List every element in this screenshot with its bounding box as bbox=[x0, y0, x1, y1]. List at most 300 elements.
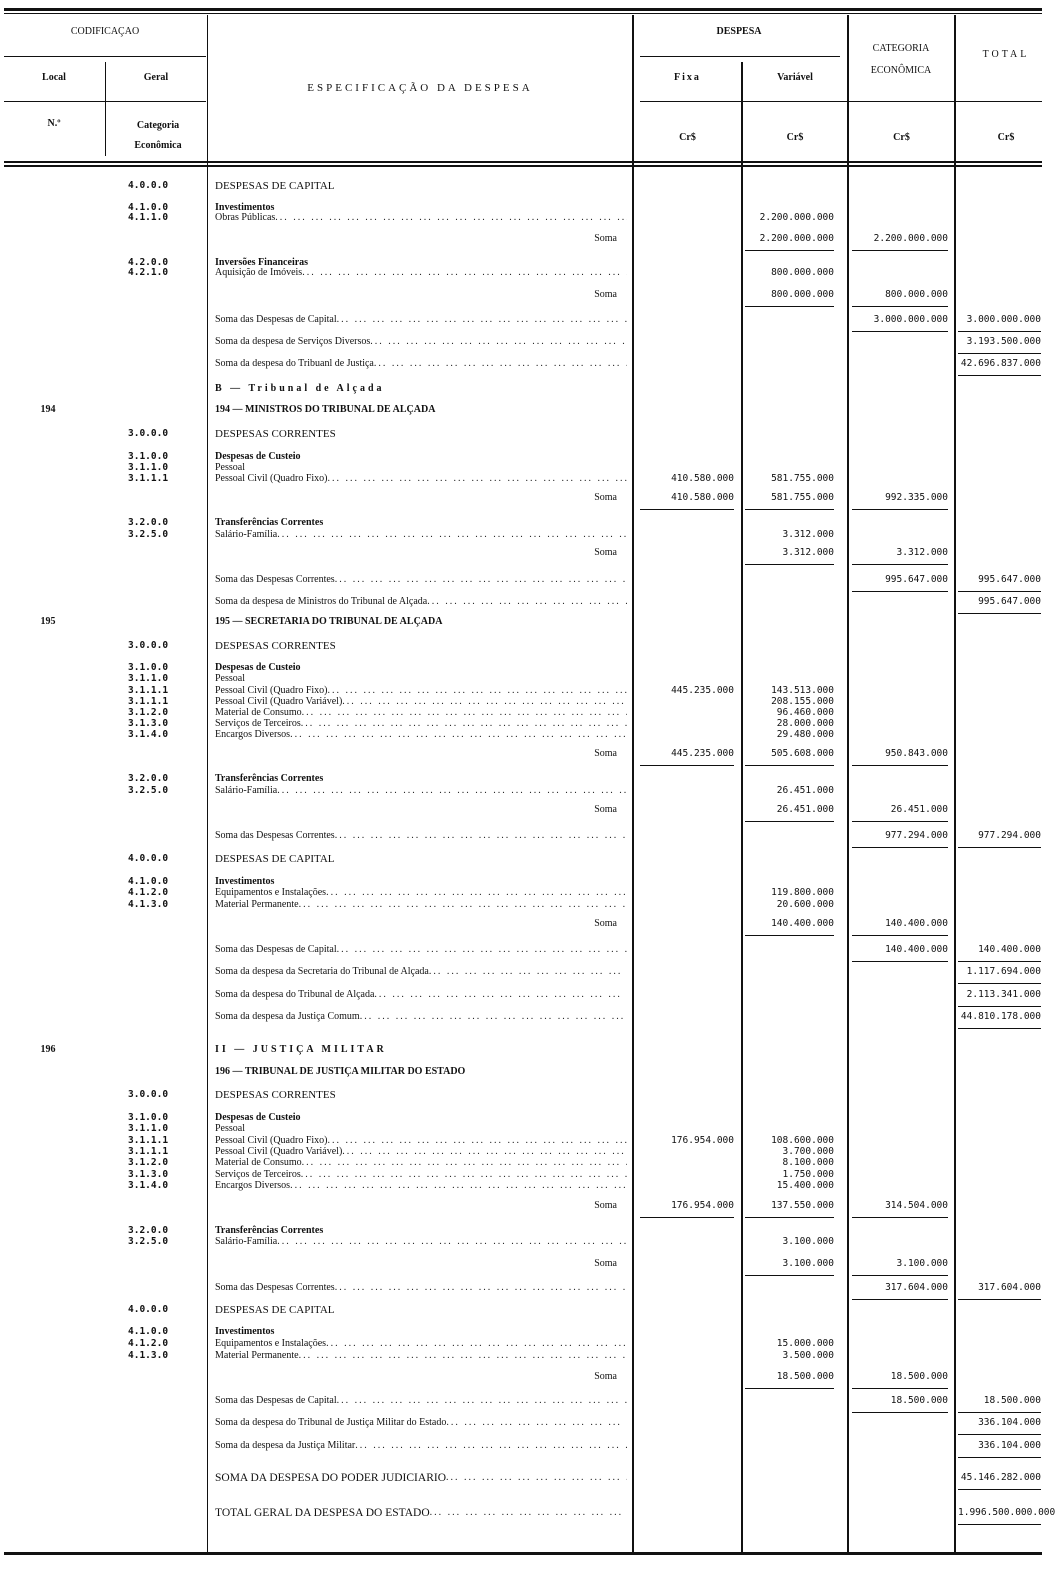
categoria-value: 3.312.000 bbox=[852, 547, 948, 565]
specification-text: Pessoal Civil (Quadro Variável) bbox=[215, 696, 343, 707]
economic-category-code: 3.1.0.0 bbox=[128, 1112, 169, 1123]
expense-specification bbox=[215, 1044, 627, 1056]
specification-text: Soma bbox=[594, 748, 617, 759]
table-row bbox=[0, 853, 1060, 865]
categoria-value: 977.294.000 bbox=[852, 830, 948, 848]
expense-specification bbox=[215, 267, 627, 279]
expense-specification bbox=[215, 1200, 627, 1212]
expense-specification bbox=[215, 1350, 627, 1362]
expense-specification bbox=[215, 1066, 627, 1078]
variavel-value: 15.000.000 bbox=[776, 1338, 834, 1349]
economic-category-code: 3.1.1.0 bbox=[128, 462, 169, 473]
economic-category-code: 3.2.5.0 bbox=[128, 785, 169, 796]
specification-text: Soma das Despesas de Capital bbox=[215, 944, 337, 955]
dot-leader bbox=[290, 1180, 627, 1192]
dot-leader bbox=[302, 267, 627, 279]
total-value: 2.113.341.000 bbox=[958, 989, 1041, 1007]
table-row bbox=[0, 358, 1060, 370]
expense-specification bbox=[215, 673, 627, 685]
economic-category-code: 3.2.0.0 bbox=[128, 773, 169, 784]
fixa-value: 445.235.000 bbox=[640, 748, 734, 766]
economic-category-code: 3.1.1.1 bbox=[128, 1135, 169, 1146]
specification-text: TOTAL GERAL DA DESPESA DO ESTADO bbox=[215, 1507, 430, 1519]
total-value: 336.104.000 bbox=[958, 1440, 1041, 1458]
table-row bbox=[0, 180, 1060, 192]
expense-specification bbox=[215, 428, 627, 440]
table-row bbox=[0, 1417, 1060, 1429]
specification-text: Investimentos bbox=[215, 202, 275, 213]
soma-row bbox=[0, 1371, 1060, 1383]
specification-text: Aquisição de Imóveis bbox=[215, 267, 303, 278]
table-row bbox=[0, 773, 1060, 785]
total-value: 977.294.000 bbox=[958, 830, 1041, 848]
economic-category-code: 4.0.0.0 bbox=[128, 853, 169, 864]
specification-text: Equipamentos e Instalações bbox=[215, 887, 327, 898]
soma-row bbox=[0, 748, 1060, 760]
expense-specification bbox=[215, 1123, 627, 1135]
header-bottom-rule bbox=[4, 161, 1042, 163]
soma-row bbox=[0, 547, 1060, 559]
economic-category-code: 4.0.0.0 bbox=[128, 1304, 169, 1315]
table-row bbox=[0, 966, 1060, 978]
economic-category-code: 3.2.0.0 bbox=[128, 1225, 169, 1236]
specification-text: Encargos Diversos bbox=[215, 729, 291, 740]
economic-category-code: 3.0.0.0 bbox=[128, 640, 169, 651]
variavel-value: 26.451.000 bbox=[745, 804, 834, 822]
dot-leader bbox=[302, 1157, 627, 1169]
header-currency-total: Cr$ bbox=[997, 132, 1015, 143]
specification-text: Equipamentos e Instalações bbox=[215, 1338, 327, 1349]
economic-category-code: 3.0.0.0 bbox=[128, 1089, 169, 1100]
total-value: 3.193.500.000 bbox=[958, 336, 1041, 354]
categoria-value: 317.604.000 bbox=[852, 1282, 948, 1300]
expense-specification bbox=[215, 1157, 627, 1169]
expense-specification bbox=[215, 1440, 627, 1452]
categoria-value: 3.000.000.000 bbox=[852, 314, 948, 332]
header-categoria-economica: CATEGORIA ECONÔMICA bbox=[870, 43, 932, 76]
dot-leader bbox=[290, 729, 627, 741]
specification-text: 195 — SECRETARIA DO TRIBUNAL DE ALÇADA bbox=[215, 616, 443, 627]
expense-specification bbox=[215, 383, 627, 395]
table-row bbox=[0, 1066, 1060, 1078]
variavel-value: 8.100.000 bbox=[782, 1157, 834, 1168]
soma-row bbox=[0, 804, 1060, 816]
dot-leader bbox=[335, 1282, 627, 1294]
specification-text: Soma bbox=[594, 289, 617, 300]
economic-category-code: 3.1.4.0 bbox=[128, 729, 169, 740]
specification-text: II — JUSTIÇA MILITAR bbox=[215, 1044, 387, 1055]
specification-text: DESPESAS CORRENTES bbox=[215, 1089, 336, 1101]
variavel-value: 3.500.000 bbox=[782, 1350, 834, 1361]
expense-specification bbox=[215, 944, 627, 956]
fixa-value: 445.235.000 bbox=[671, 685, 734, 696]
categoria-value: 950.843.000 bbox=[852, 748, 948, 766]
specification-text: Soma bbox=[594, 233, 617, 244]
variavel-value: 108.600.000 bbox=[771, 1135, 834, 1146]
dot-leader bbox=[446, 1472, 627, 1484]
dot-leader bbox=[360, 1011, 627, 1023]
table-row bbox=[0, 887, 1060, 899]
economic-category-code: 3.2.0.0 bbox=[128, 517, 169, 528]
specification-text: DESPESAS DE CAPITAL bbox=[215, 180, 335, 192]
expense-specification bbox=[215, 1089, 627, 1101]
table-row bbox=[0, 1507, 1060, 1519]
specification-text: Soma bbox=[594, 1371, 617, 1382]
total-value: 18.500.000 bbox=[958, 1395, 1041, 1413]
specification-text: Despesas de Custeio bbox=[215, 451, 301, 462]
dot-leader bbox=[277, 529, 627, 541]
specification-text: Soma bbox=[594, 1258, 617, 1269]
table-row bbox=[0, 1395, 1060, 1407]
specification-text: SOMA DA DESPESA DO PODER JUDICIARIO bbox=[215, 1472, 446, 1484]
economic-category-code: 3.1.0.0 bbox=[128, 451, 169, 462]
expense-specification bbox=[215, 358, 627, 370]
specification-text: Serviços de Terceiros bbox=[215, 1169, 301, 1180]
variavel-value: 1.750.000 bbox=[782, 1169, 834, 1180]
table-row bbox=[0, 673, 1060, 685]
specification-text: Despesas de Custeio bbox=[215, 1112, 301, 1123]
specification-text: Soma bbox=[594, 918, 617, 929]
dot-leader bbox=[299, 1350, 627, 1362]
total-value: 1.996.500.000.000 bbox=[958, 1507, 1041, 1525]
dot-leader bbox=[337, 944, 627, 956]
categoria-value: 992.335.000 bbox=[852, 492, 948, 510]
expense-specification bbox=[215, 596, 627, 608]
economic-category-code: 3.1.1.0 bbox=[128, 673, 169, 684]
fixa-value: 176.954.000 bbox=[671, 1135, 734, 1146]
economic-category-code: 4.1.0.0 bbox=[128, 876, 169, 887]
economic-category-code: 3.1.1.1 bbox=[128, 696, 169, 707]
variavel-value: 140.400.000 bbox=[745, 918, 834, 936]
table-row bbox=[0, 1157, 1060, 1169]
expense-specification bbox=[215, 1236, 627, 1248]
specification-text: Inversões Financeiras bbox=[215, 257, 309, 268]
categoria-value: 3.100.000 bbox=[852, 1258, 948, 1276]
specification-text: Serviços de Terceiros bbox=[215, 718, 301, 729]
fixa-value: 410.580.000 bbox=[671, 473, 734, 484]
header-bottom-rule-2 bbox=[4, 165, 1042, 167]
specification-text: Soma bbox=[594, 804, 617, 815]
table-row bbox=[0, 729, 1060, 741]
specification-text: Pessoal bbox=[215, 462, 245, 473]
header-codificacao: CODIFICAÇAO bbox=[70, 26, 140, 37]
variavel-value: 208.155.000 bbox=[771, 696, 834, 707]
variavel-value: 18.500.000 bbox=[745, 1371, 834, 1389]
expense-specification bbox=[215, 529, 627, 541]
specification-text: DESPESAS CORRENTES bbox=[215, 640, 336, 652]
table-row bbox=[0, 529, 1060, 541]
dot-leader bbox=[277, 785, 627, 797]
expense-specification bbox=[215, 804, 627, 816]
variavel-value: 15.400.000 bbox=[776, 1180, 834, 1191]
specification-text: Salário-Família bbox=[215, 1236, 278, 1247]
expense-specification bbox=[215, 1395, 627, 1407]
economic-category-code: 4.1.0.0 bbox=[128, 1326, 169, 1337]
table-row bbox=[0, 314, 1060, 326]
top-rule-thin bbox=[4, 13, 1042, 14]
header-local: Local bbox=[42, 72, 66, 83]
expense-specification bbox=[215, 1338, 627, 1350]
categoria-value: 18.500.000 bbox=[852, 1395, 948, 1413]
expense-specification bbox=[215, 492, 627, 504]
variavel-value: 26.451.000 bbox=[776, 785, 834, 796]
expense-specification bbox=[215, 887, 627, 899]
specification-text: Pessoal Civil (Quadro Variável) bbox=[215, 1146, 343, 1157]
variavel-value: 3.312.000 bbox=[782, 529, 834, 540]
total-value: 42.696.837.000 bbox=[958, 358, 1041, 376]
economic-category-code: 3.1.1.1 bbox=[128, 473, 169, 484]
subheader-rule bbox=[640, 101, 1042, 102]
categoria-value: 314.504.000 bbox=[852, 1200, 948, 1218]
specification-text: Material de Consumo bbox=[215, 1157, 302, 1168]
header-variavel: Variável bbox=[777, 72, 813, 83]
expense-specification bbox=[215, 180, 627, 192]
expense-specification bbox=[215, 233, 627, 245]
dot-leader bbox=[335, 830, 627, 842]
specification-text: Despesas de Custeio bbox=[215, 662, 301, 673]
categoria-value: 26.451.000 bbox=[852, 804, 948, 822]
specification-text: Material Permanente bbox=[215, 899, 299, 910]
table-row bbox=[0, 1350, 1060, 1362]
specification-text: Soma da despesa da Justiça Comum bbox=[215, 1011, 360, 1022]
total-value: 3.000.000.000 bbox=[958, 314, 1041, 332]
table-row bbox=[0, 830, 1060, 842]
specification-text: Salário-Família bbox=[215, 529, 278, 540]
categoria-value: 18.500.000 bbox=[852, 1371, 948, 1389]
local-number: 194 bbox=[40, 404, 56, 415]
table-row bbox=[0, 1180, 1060, 1192]
economic-category-code: 3.0.0.0 bbox=[128, 428, 169, 439]
header-total: TOTAL bbox=[982, 49, 1030, 60]
economic-category-code: 4.1.2.0 bbox=[128, 887, 169, 898]
table-row bbox=[0, 1044, 1060, 1056]
specification-text: Soma da despesa da Justiça Militar bbox=[215, 1440, 356, 1451]
variavel-value: 2.200.000.000 bbox=[745, 233, 834, 251]
variavel-value: 505.608.000 bbox=[745, 748, 834, 766]
soma-row bbox=[0, 233, 1060, 245]
dot-leader bbox=[446, 1417, 627, 1429]
expense-specification bbox=[215, 289, 627, 301]
header-geral: Geral bbox=[143, 72, 169, 83]
table-row bbox=[0, 640, 1060, 652]
expense-specification bbox=[215, 547, 627, 559]
dot-leader bbox=[430, 1507, 627, 1519]
dot-leader bbox=[337, 1395, 627, 1407]
specification-text: Material Permanente bbox=[215, 1350, 299, 1361]
expense-specification bbox=[215, 748, 627, 760]
specification-text: B — Tribunal de Alçada bbox=[215, 383, 385, 394]
dot-leader bbox=[429, 966, 627, 978]
expense-specification bbox=[215, 1472, 627, 1484]
total-value: 336.104.000 bbox=[958, 1417, 1041, 1435]
expense-specification bbox=[215, 473, 627, 485]
specification-text: Soma da despesa do Tribunal de Alçada bbox=[215, 989, 375, 1000]
expense-specification bbox=[215, 336, 627, 348]
expense-specification bbox=[215, 785, 627, 797]
variavel-value: 581.755.000 bbox=[745, 492, 834, 510]
soma-row bbox=[0, 1258, 1060, 1270]
expense-specification bbox=[215, 966, 627, 978]
specification-text: Soma das Despesas de Capital bbox=[215, 1395, 337, 1406]
variavel-value: 800.000.000 bbox=[771, 267, 834, 278]
variavel-value: 3.100.000 bbox=[782, 1236, 834, 1247]
economic-category-code: 3.1.1.1 bbox=[128, 1146, 169, 1157]
economic-category-code: 4.1.1.0 bbox=[128, 212, 169, 223]
specification-text: Soma bbox=[594, 492, 617, 503]
economic-category-code: 4.2.1.0 bbox=[128, 267, 169, 278]
specification-text: Obras Públicas bbox=[215, 212, 276, 223]
dot-leader bbox=[335, 574, 627, 586]
specification-text: DESPESAS DE CAPITAL bbox=[215, 853, 335, 865]
variavel-value: 96.460.000 bbox=[776, 707, 834, 718]
expense-specification bbox=[215, 729, 627, 741]
expense-specification bbox=[215, 989, 627, 1001]
dot-leader bbox=[328, 473, 628, 485]
expense-specification bbox=[215, 1417, 627, 1429]
expense-specification bbox=[215, 1180, 627, 1192]
variavel-value: 143.513.000 bbox=[771, 685, 834, 696]
table-row bbox=[0, 1089, 1060, 1101]
header-currency-variavel: Cr$ bbox=[786, 132, 804, 143]
table-row bbox=[0, 1338, 1060, 1350]
table-row bbox=[0, 404, 1060, 416]
header-despesa: DESPESA bbox=[716, 26, 762, 37]
specification-text: Soma da despesa do Tribuanl de Justiça bbox=[215, 358, 374, 369]
variavel-value: 28.000.000 bbox=[776, 718, 834, 729]
expense-specification bbox=[215, 1282, 627, 1294]
table-row bbox=[0, 336, 1060, 348]
expense-specification bbox=[215, 1507, 627, 1519]
variavel-value: 3.100.000 bbox=[745, 1258, 834, 1276]
soma-row bbox=[0, 1200, 1060, 1212]
table-row bbox=[0, 1440, 1060, 1452]
expense-specification bbox=[215, 1371, 627, 1383]
expense-specification bbox=[215, 574, 627, 586]
soma-row bbox=[0, 918, 1060, 930]
dot-leader bbox=[277, 1236, 627, 1248]
table-row bbox=[0, 428, 1060, 440]
categoria-value: 140.400.000 bbox=[852, 918, 948, 936]
specification-text: Transferências Correntes bbox=[215, 773, 324, 784]
dot-leader bbox=[326, 887, 627, 899]
expense-specification bbox=[215, 830, 627, 842]
specification-text: Soma das Despesas Correntes bbox=[215, 830, 335, 841]
variavel-value: 119.800.000 bbox=[771, 887, 834, 898]
dot-leader bbox=[374, 358, 627, 370]
despesa-rule bbox=[640, 56, 840, 57]
expense-specification bbox=[215, 616, 627, 628]
dot-leader bbox=[275, 212, 627, 224]
table-row bbox=[0, 616, 1060, 628]
specification-text: Pessoal bbox=[215, 1123, 245, 1134]
specification-text: Investimentos bbox=[215, 876, 275, 887]
variavel-value: 3.700.000 bbox=[782, 1146, 834, 1157]
variavel-value: 800.000.000 bbox=[745, 289, 834, 307]
dot-leader bbox=[337, 314, 627, 326]
expense-specification bbox=[215, 1304, 627, 1316]
economic-category-code: 3.2.5.0 bbox=[128, 529, 169, 540]
economic-category-code: 3.1.3.0 bbox=[128, 718, 169, 729]
economic-category-code: 4.0.0.0 bbox=[128, 180, 169, 191]
dot-leader bbox=[326, 1338, 627, 1350]
table-row bbox=[0, 989, 1060, 1001]
expense-specification bbox=[215, 899, 627, 911]
variavel-value: 20.600.000 bbox=[776, 899, 834, 910]
fixa-value: 176.954.000 bbox=[640, 1200, 734, 1218]
table-row bbox=[0, 517, 1060, 529]
categoria-value: 995.647.000 bbox=[852, 574, 948, 592]
dot-leader bbox=[355, 1440, 627, 1452]
local-number: 196 bbox=[40, 1044, 56, 1055]
fixa-value: 410.580.000 bbox=[640, 492, 734, 510]
economic-category-code: 4.1.3.0 bbox=[128, 1350, 169, 1361]
table-row bbox=[0, 383, 1060, 395]
header-currency-categoria: Cr$ bbox=[893, 132, 910, 143]
categoria-value: 2.200.000.000 bbox=[852, 233, 948, 251]
categoria-value: 140.400.000 bbox=[852, 944, 948, 962]
expense-specification bbox=[215, 1326, 627, 1338]
total-value: 1.117.694.000 bbox=[958, 966, 1041, 984]
variavel-value: 3.312.000 bbox=[745, 547, 834, 565]
soma-row bbox=[0, 492, 1060, 504]
specification-text: Pessoal Civil (Quadro Fixo) bbox=[215, 1135, 328, 1146]
economic-category-code: 3.1.3.0 bbox=[128, 1169, 169, 1180]
specification-text: Investimentos bbox=[215, 1326, 275, 1337]
economic-category-code: 4.1.0.0 bbox=[128, 202, 169, 213]
total-value: 45.146.282.000 bbox=[958, 1472, 1041, 1490]
table-row bbox=[0, 1123, 1060, 1135]
expense-specification bbox=[215, 640, 627, 652]
economic-category-code: 3.1.0.0 bbox=[128, 662, 169, 673]
dot-leader bbox=[427, 596, 627, 608]
header-numero: N.º bbox=[47, 118, 61, 129]
variavel-value: 29.480.000 bbox=[776, 729, 834, 740]
specification-text: Transferências Correntes bbox=[215, 517, 324, 528]
table-row bbox=[0, 1304, 1060, 1316]
header-especificacao: ESPECIFICAÇÃO DA DESPESA bbox=[307, 82, 533, 94]
header-fixa: Fixa bbox=[674, 72, 701, 83]
table-row bbox=[0, 596, 1060, 608]
specification-text: Soma da despesa da Secretaria do Tribunal de Alçada bbox=[215, 966, 429, 977]
dot-leader bbox=[374, 989, 627, 1001]
expense-specification bbox=[215, 1011, 627, 1023]
economic-category-code: 4.1.2.0 bbox=[128, 1338, 169, 1349]
specification-text: Transferências Correntes bbox=[215, 1225, 324, 1236]
dot-leader bbox=[299, 899, 627, 911]
expense-specification bbox=[215, 1258, 627, 1270]
header-currency-fixa: Cr$ bbox=[679, 132, 696, 143]
expense-specification bbox=[215, 404, 627, 416]
table-row bbox=[0, 944, 1060, 956]
total-value: 995.647.000 bbox=[958, 574, 1041, 592]
codificacao-rule bbox=[4, 56, 206, 57]
economic-category-code: 3.1.2.0 bbox=[128, 1157, 169, 1168]
specification-text: 194 — MINISTROS DO TRIBUNAL DE ALÇADA bbox=[215, 404, 436, 415]
total-value: 995.647.000 bbox=[958, 596, 1041, 614]
specification-text: Soma bbox=[594, 1200, 617, 1211]
specification-text: Soma bbox=[594, 547, 617, 558]
economic-category-code: 3.1.1.1 bbox=[128, 685, 169, 696]
total-value: 140.400.000 bbox=[958, 944, 1041, 962]
specification-text: DESPESAS CORRENTES bbox=[215, 428, 336, 440]
top-double-rule bbox=[4, 8, 1042, 11]
total-value: 317.604.000 bbox=[958, 1282, 1041, 1300]
table-row bbox=[0, 1472, 1060, 1484]
economic-category-code: 3.1.2.0 bbox=[128, 707, 169, 718]
soma-row bbox=[0, 289, 1060, 301]
specification-text: Pessoal Civil (Quadro Fixo) bbox=[215, 473, 328, 484]
specification-text: Encargos Diversos bbox=[215, 1180, 291, 1191]
